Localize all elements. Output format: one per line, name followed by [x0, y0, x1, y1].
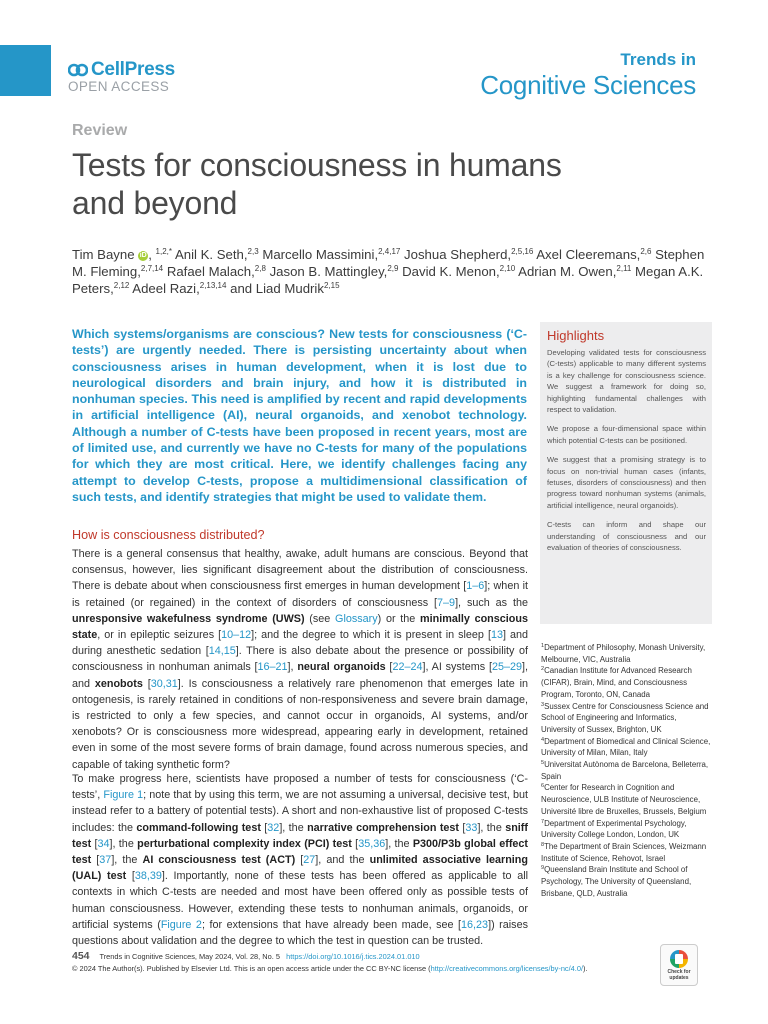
- text-run: ], and: [72, 661, 528, 690]
- footer-license-row: [72, 963, 632, 975]
- text-run: [: [91, 854, 100, 867]
- publisher-name: CellPress: [91, 59, 175, 80]
- text-run: ], the: [279, 821, 308, 834]
- text-run: ; note that by using this term, we are not assuming a universal, decisive test, but instead refer to a battery of potential tests). A short and non-exhaustive list of proposed C-tests includes: the: [72, 789, 529, 834]
- author-name: Anil K. Seth,: [174, 247, 248, 262]
- reference-link[interactable]: 22–24: [392, 661, 423, 674]
- author-name: Stephen M. Fleming,: [72, 247, 705, 279]
- text-run: [: [295, 854, 304, 867]
- affiliation-number: 5: [541, 760, 545, 767]
- glossary-term: command-following test: [136, 821, 261, 834]
- corner-accent-block: [0, 45, 51, 96]
- affiliation-text: Canadian Institute for Advanced Research (CIFAR), Brain, Mind, and Consciousness Program, Toronto, ON, Canada: [541, 666, 692, 699]
- text-run: ], the: [109, 837, 138, 850]
- text-run: ], the: [111, 854, 143, 867]
- highlight-item: We propose a four-dimensional space within which potential C-tests can be positioned.: [547, 424, 706, 445]
- article-title: Tests for consciousness in humans and beyond: [72, 147, 562, 221]
- reference-link[interactable]: 35,36: [358, 837, 386, 850]
- author-affiliation-marker: 2,9: [387, 264, 399, 273]
- glossary-term: minimally conscious state: [72, 612, 528, 642]
- reference-link[interactable]: 16–21: [257, 661, 288, 674]
- author-name: Jason B. Mattingley,: [269, 264, 388, 279]
- glossary-term: sniff test: [72, 821, 528, 850]
- doi-link[interactable]: https://doi.org/10.1016/j.tics.2024.01.010: [286, 952, 420, 961]
- text-run: , or in epileptic seizures [: [97, 629, 222, 642]
- affiliation-item: [541, 818, 711, 841]
- affiliation-number: 6: [541, 783, 545, 790]
- text-run: ], and the: [315, 854, 370, 867]
- page-footer: [72, 950, 632, 975]
- reference-link[interactable]: 13: [490, 629, 503, 642]
- affiliation-item: [541, 736, 711, 759]
- figure-link[interactable]: Figure 1: [103, 789, 144, 802]
- copyright-end: ).: [583, 964, 588, 973]
- reference-link[interactable]: 7–9: [437, 596, 456, 609]
- journal-name[interactable]: [480, 50, 696, 100]
- reference-link[interactable]: 1–6: [466, 580, 485, 593]
- glossary-term: AI consciousness test (ACT): [142, 854, 296, 867]
- reference-link[interactable]: 27: [303, 854, 316, 867]
- footer-citation-row: [72, 950, 632, 963]
- affiliations-list: [541, 642, 711, 899]
- affiliation-number: 2: [541, 666, 545, 673]
- author-affiliation-marker: 2,5,16: [511, 247, 534, 256]
- text-run: ; for extensions that have already been made, see [: [201, 918, 462, 931]
- text-run: ]; when it is retained (or regained) in the context of disorders of consciousness [: [72, 580, 528, 609]
- journal-citation: Trends in Cognitive Sciences, May 2024, Vol. 28, No. 5: [99, 952, 280, 961]
- check-for-updates-button[interactable]: [660, 944, 698, 986]
- affiliation-text: Department of Biomedical and Clinical Science, University of Milan, Milan, Italy: [541, 736, 711, 758]
- author-list: Tim Bayne iD , $^{1,2,*}$ Anil K. Seth,$^{2,3}$ Marcello Massimini,$^{2,4,17}$ Joshua Shepherd,$^{2,5,16}$ Axel Cleeremans,$^{2,6}$ Stephen M. Fleming,$^{2,7,14}$ Rafael Malach,$^{2,8}$ Jason B. Mattingley,$^{2,9}$ David K. Menon,$^{2,10}$ Adrian M. Owen,$^{2,11}$ Megan A.K. Peters,$^{2,12}$ Adeel Razi,$^{2,13,14}$ and Liad Mudrik$^{2,15}$: [72, 247, 705, 296]
- section-heading: How is consciousness distributed?: [72, 528, 265, 542]
- author-name: Adrian M. Owen,: [518, 264, 617, 279]
- text-run: ], the: [385, 837, 413, 850]
- page-number: 454: [72, 950, 90, 962]
- affiliation-item: [541, 759, 711, 782]
- author-affiliation-marker: 2,7,14: [140, 264, 164, 273]
- affiliation-number: 1: [541, 643, 545, 649]
- affiliation-text: Department of Philosophy, Monash University, Melbourne, VIC, Australia: [541, 643, 706, 664]
- body-paragraph-1: [72, 546, 528, 773]
- journal-name-line1: Trends in: [620, 50, 696, 69]
- author-name: Marcello Massimini,: [262, 247, 379, 262]
- text-run: ]. Importantly, none of these tests has been offered as applicable to all contexts in which C-tests are needed and most have been offered only as possible tests of human consciousness. However, extending these tests to nonhuman animals, organoids, or artificial systems (: [72, 870, 528, 931]
- author-affiliation-marker: 2,3: [247, 247, 259, 256]
- author-name: Axel Cleeremans,: [536, 247, 641, 262]
- glossary-term: unresponsive wakefulness syndrome (UWS): [72, 612, 305, 625]
- author-name: Joshua Shepherd,: [404, 247, 512, 262]
- reference-link[interactable]: 14,15: [208, 645, 236, 658]
- glossary-term: narrative comprehension test: [307, 821, 460, 834]
- copyright-text: © 2024 The Author(s). Published by Elsevier Ltd. This is an open access article under the CC BY-NC license (: [72, 964, 431, 973]
- journal-name-line2: Cognitive Sciences: [480, 70, 696, 100]
- license-link[interactable]: http://creativecommons.org/licenses/by-nc/4.0/: [430, 964, 584, 973]
- text-run: ], the: [477, 821, 506, 834]
- text-run: [: [142, 677, 151, 690]
- author-name: Adeel Razi,: [132, 281, 200, 296]
- author-affiliation-marker: 2,13,14: [199, 281, 227, 290]
- highlight-item: C-tests can inform and shape our understanding of consciousness and our evaluation of theories of consciousness.: [547, 520, 706, 553]
- affiliation-number: 8: [541, 841, 545, 848]
- author-affiliation-marker: 2,15: [323, 281, 340, 290]
- affiliation-item: [541, 864, 711, 899]
- crossmark-icon: [670, 950, 688, 968]
- affiliation-text: Center for Research in Cognition and Neuroscience, ULB Institute of Neuroscience, Université libre de Bruxelles, Brussels, Belgium: [541, 783, 707, 816]
- reference-link[interactable]: 34: [97, 837, 110, 850]
- body-paragraph-2: [72, 771, 528, 949]
- affiliation-text: Department of Experimental Psychology, University College London, London, UK: [541, 818, 687, 840]
- author-affiliation-marker: 2,11: [616, 264, 632, 273]
- reference-link[interactable]: 25–29: [491, 661, 522, 674]
- highlights-box: [540, 322, 712, 624]
- author-name: and Liad Mudrik: [230, 281, 324, 296]
- figure-link[interactable]: Figure 2: [160, 918, 202, 931]
- check-updates-label: Check for updates: [667, 969, 691, 981]
- highlight-item: We suggest that a promising strategy is to focus on non-trivial human cases (infants, fetuses, disorders of consciousness) and then progress toward nonhuman systems (animals, artificial intelligence, neural organoids).: [547, 455, 706, 510]
- glossary-link[interactable]: Glossary: [335, 612, 378, 625]
- affiliation-item: [541, 665, 711, 700]
- text-run: To make progress here, scientists have proposed a number of tests for consciousness (‘C-tests’,: [72, 773, 528, 802]
- text-run: ]. Is consciousness a relatively rare phenomenon that emerges late in ontogenesis, is rarely retained in conditions of non-responsiveness and severe brain damage, is restricted to only a few species, and cannot occur in organoids, AI systems, and/or xenobots? Or is consciousness more widespread, appearing early in development, retained even in some of the most severe forms of brain damage, found across numerous species, and capable of taking synthetic form?: [72, 677, 529, 771]
- affiliation-text: Queensland Brain Institute and School of Psychology, The University of Queensland, Brisbane, QLD, Australia: [541, 865, 692, 898]
- text-run: [: [385, 661, 393, 674]
- affiliation-number: 9: [541, 865, 545, 872]
- affiliation-number: 7: [541, 818, 545, 825]
- author-name: Rafael Malach,: [166, 264, 255, 279]
- glossary-term: xenobots: [94, 677, 143, 690]
- text-run: ) or the: [377, 612, 421, 625]
- affiliation-item: [541, 701, 711, 736]
- text-run: ]) raises questions about validation and the degree to which the test in question can be trusted.: [72, 918, 528, 948]
- glossary-term: unlimited associative learning (UAL) test: [72, 854, 528, 883]
- open-access-label: OPEN ACCESS: [68, 79, 170, 94]
- affiliation-text: Universitat Autònoma de Barcelona, Belleterra, Spain: [541, 760, 709, 781]
- text-run: ],: [287, 661, 298, 674]
- text-run: ]; and the degree to which it is present in sleep [: [251, 629, 491, 642]
- affiliation-item: [541, 642, 711, 665]
- glossary-term: neural organoids: [297, 661, 386, 674]
- text-run: [: [126, 870, 135, 883]
- text-run: There is a general consensus that healthy, awake, adult humans are conscious. Beyond that consensus, however, lies significant disagreement about the distribution of consciousness. There is debate about when consciousness first emerges in human development [: [72, 548, 528, 593]
- affiliation-number: 4: [541, 736, 545, 743]
- affiliation-text: Sussex Centre for Consciousness Science and School of Engineering and Informatics, University of Sussex, Brighton, UK: [541, 701, 709, 734]
- reference-link[interactable]: 37: [99, 854, 112, 867]
- text-run: ], such as the: [455, 596, 528, 609]
- orcid-icon[interactable]: iD: [139, 251, 147, 259]
- text-run: (see: [304, 612, 336, 625]
- reference-link[interactable]: 10–12: [221, 629, 252, 642]
- text-run: ] and during anesthetic sedation [: [72, 629, 528, 658]
- reference-link[interactable]: 30,31: [150, 677, 178, 690]
- text-run: [: [351, 837, 359, 850]
- author-affiliation-marker: 2,10: [499, 264, 516, 273]
- publisher-logo[interactable]: [68, 60, 175, 94]
- reference-link[interactable]: 32: [267, 821, 280, 834]
- article-type: Review: [72, 122, 128, 139]
- highlight-item: Developing validated tests for consciousness (C-tests) applicable to many different systems is a key challenge for consciousness science. We suggest a framework for doing so, highlighting fundamental challenges with respect to validation.: [547, 348, 706, 415]
- cellpress-logo-icon: [68, 61, 88, 79]
- author-affiliation-marker: 2,12: [113, 281, 130, 290]
- glossary-term: P300/P3b global effect test: [72, 837, 529, 867]
- author-affiliation-marker: 2,4,17: [378, 247, 401, 256]
- abstract: Which systems/organisms are conscious? New tests for consciousness (‘C-tests’) are urgently needed. There is persisting uncertainty about when consciousness arises in human development, when it is lost due to neurological disorders and brain injury, and how it is distributed in nonhuman species. This need is amplified by recent and rapid developments in artificial intelligence (AI), neural organoids, and xenobot technology. Although a number of C-tests have been proposed in recent years, most are of limited use, and currently we have no C-tests for many of the populations for which they are most critical. Here, we identify challenges facing any attempt to develop C-tests, propose a multidimensional classification of such tests, and identify strategies that might be used to validate them.: [72, 327, 527, 504]
- author-affiliation-marker: 1,2,*: [155, 247, 173, 256]
- affiliation-item: [541, 841, 711, 864]
- author-affiliation-marker: 2,8: [254, 264, 266, 273]
- author-name: David K. Menon,: [402, 264, 500, 279]
- reference-link[interactable]: 33: [465, 821, 478, 834]
- text-run: [: [91, 837, 98, 850]
- author-name: Tim Bayne: [72, 247, 135, 262]
- reference-link[interactable]: 16,23: [461, 918, 489, 931]
- affiliation-number: 3: [541, 701, 545, 708]
- text-run: ]. There is also debate about the presence or possibility of consciousness in nonhuman animals [: [72, 645, 528, 674]
- author-affiliation-marker: 2,6: [640, 247, 652, 256]
- glossary-term: perturbational complexity index (PCI) test: [137, 837, 352, 850]
- affiliation-text: The Department of Brain Sciences, Weizmann Institute of Science, Rehovot, Israel: [541, 841, 707, 863]
- text-run: [: [260, 821, 268, 834]
- reference-link[interactable]: 38,39: [134, 870, 162, 883]
- highlights-title: Highlights: [547, 328, 605, 343]
- text-run: [: [459, 821, 466, 834]
- author-name: Megan A.K. Peters,: [72, 264, 704, 296]
- text-run: ], AI systems [: [422, 661, 492, 674]
- affiliation-item: [541, 782, 711, 817]
